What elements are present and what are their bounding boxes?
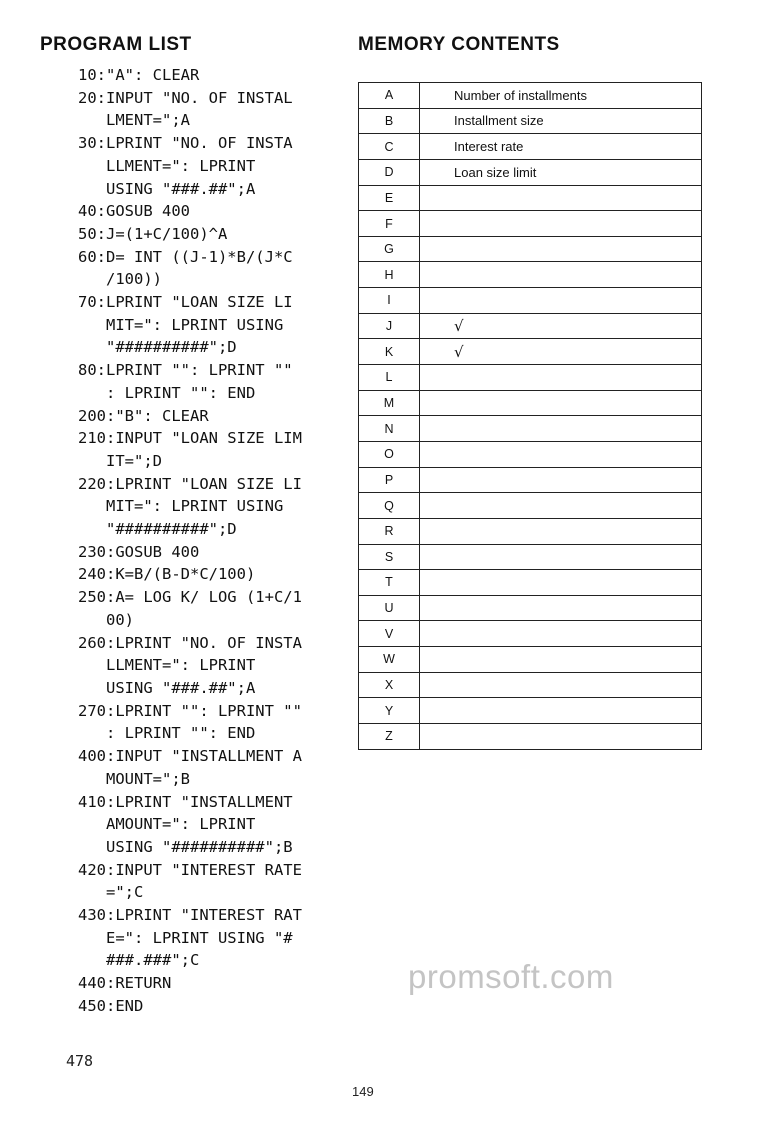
memory-variable-content xyxy=(420,518,702,544)
program-line: 210:INPUT "LOAN SIZE LIM xyxy=(78,429,302,448)
memory-variable-letter: T xyxy=(359,570,420,596)
program-line: 450:END xyxy=(78,996,144,1015)
program-line: 00) xyxy=(78,610,134,629)
program-line: "##########";D xyxy=(78,338,237,357)
memory-variable-letter: J xyxy=(359,313,420,339)
program-line: 440:RETURN xyxy=(78,974,172,993)
memory-variable-content: Interest rate xyxy=(420,134,702,160)
memory-row xyxy=(359,365,702,391)
memory-variable-content xyxy=(420,595,702,621)
memory-variable-content: Loan size limit xyxy=(420,159,702,185)
program-line: 240:K=B/(B-D*C/100) xyxy=(78,565,256,584)
memory-variable-content: Number of installments xyxy=(420,83,702,109)
memory-variable-letter: R xyxy=(359,518,420,544)
memory-variable-content xyxy=(420,236,702,262)
memory-row xyxy=(359,339,702,365)
memory-row xyxy=(359,570,702,596)
program-line: USING "###.##";A xyxy=(78,678,256,697)
program-line: E=": LPRINT USING "# xyxy=(78,928,293,947)
memory-row xyxy=(359,467,702,493)
program-line: 50:J=(1+C/100)^A xyxy=(78,224,228,243)
memory-variable-letter: G xyxy=(359,236,420,262)
memory-variable-content xyxy=(420,647,702,673)
memory-variable-content xyxy=(420,390,702,416)
memory-row xyxy=(359,108,702,134)
program-line: 220:LPRINT "LOAN SIZE LI xyxy=(78,474,302,493)
program-line: "##########";D xyxy=(78,520,237,539)
memory-check-mark: √ xyxy=(420,339,702,365)
program-line: MIT=": LPRINT USING xyxy=(78,315,284,334)
memory-variable-letter: Q xyxy=(359,493,420,519)
memory-row xyxy=(359,493,702,519)
program-line: AMOUNT=": LPRINT xyxy=(78,815,256,834)
memory-row xyxy=(359,159,702,185)
program-listing xyxy=(78,64,348,1018)
program-line: MIT=": LPRINT USING xyxy=(78,497,284,516)
memory-row xyxy=(359,211,702,237)
memory-variable-letter: N xyxy=(359,416,420,442)
memory-variable-letter: P xyxy=(359,467,420,493)
program-line: 200:"B": CLEAR xyxy=(78,406,209,425)
memory-check-mark: √ xyxy=(420,313,702,339)
memory-row xyxy=(359,698,702,724)
memory-variable-content xyxy=(420,467,702,493)
program-line: USING "##########";B xyxy=(78,837,293,856)
memory-variable-content xyxy=(420,544,702,570)
program-line: 60:D= INT ((J-1)*B/(J*C xyxy=(78,247,293,266)
program-list-heading: PROGRAM LIST xyxy=(40,34,192,55)
memory-row xyxy=(359,83,702,109)
memory-variable-letter: W xyxy=(359,647,420,673)
memory-variable-letter: M xyxy=(359,390,420,416)
memory-variable-letter: C xyxy=(359,134,420,160)
program-line: USING "###.##";A xyxy=(78,179,256,198)
memory-variable-letter: H xyxy=(359,262,420,288)
memory-variable-letter: O xyxy=(359,441,420,467)
program-line: 230:GOSUB 400 xyxy=(78,542,200,561)
memory-variable-letter: I xyxy=(359,288,420,314)
program-line: 410:LPRINT "INSTALLMENT xyxy=(78,792,293,811)
program-line: 400:INPUT "INSTALLMENT A xyxy=(78,747,302,766)
program-line: 270:LPRINT "": LPRINT "" xyxy=(78,701,302,720)
program-line: =";C xyxy=(78,883,144,902)
memory-variable-letter: L xyxy=(359,365,420,391)
memory-variable-content xyxy=(420,288,702,314)
memory-variable-letter: D xyxy=(359,159,420,185)
memory-variable-letter: B xyxy=(359,108,420,134)
memory-row xyxy=(359,262,702,288)
memory-variable-content xyxy=(420,211,702,237)
memory-row xyxy=(359,185,702,211)
memory-variable-letter: S xyxy=(359,544,420,570)
memory-variable-content xyxy=(420,441,702,467)
program-line: LLMENT=": LPRINT xyxy=(78,656,256,675)
memory-variable-letter: K xyxy=(359,339,420,365)
memory-variable-content xyxy=(420,621,702,647)
memory-variable-content xyxy=(420,262,702,288)
page-number: 149 xyxy=(352,1084,374,1099)
program-line: : LPRINT "": END xyxy=(78,383,256,402)
original-page-number: 478 xyxy=(66,1052,94,1070)
memory-row xyxy=(359,518,702,544)
program-line: MOUNT=";B xyxy=(78,769,190,788)
program-line: 20:INPUT "NO. OF INSTAL xyxy=(78,88,293,107)
memory-variable-letter: X xyxy=(359,672,420,698)
memory-row xyxy=(359,288,702,314)
memory-row xyxy=(359,672,702,698)
memory-row xyxy=(359,595,702,621)
program-line: 420:INPUT "INTEREST RATE xyxy=(78,860,302,879)
program-line: IT=";D xyxy=(78,451,162,470)
memory-row xyxy=(359,313,702,339)
program-line: 10:"A": CLEAR xyxy=(78,66,200,84)
memory-variable-content: Installment size xyxy=(420,108,702,134)
memory-variable-letter: U xyxy=(359,595,420,621)
memory-variable-content xyxy=(420,570,702,596)
memory-variable-content xyxy=(420,672,702,698)
memory-row xyxy=(359,134,702,160)
memory-contents-table xyxy=(358,82,702,750)
memory-row xyxy=(359,724,702,750)
memory-row xyxy=(359,441,702,467)
memory-variable-content xyxy=(420,416,702,442)
program-line: 40:GOSUB 400 xyxy=(78,202,190,221)
memory-row xyxy=(359,416,702,442)
program-line: 30:LPRINT "NO. OF INSTA xyxy=(78,134,293,153)
program-line: /100)) xyxy=(78,270,162,289)
memory-variable-content xyxy=(420,493,702,519)
program-line: LLMENT=": LPRINT xyxy=(78,156,256,175)
memory-row xyxy=(359,647,702,673)
memory-variable-letter: Z xyxy=(359,724,420,750)
memory-variable-letter: E xyxy=(359,185,420,211)
program-line: 250:A= LOG K/ LOG (1+C/1 xyxy=(78,588,302,607)
memory-variable-letter: A xyxy=(359,83,420,109)
memory-variable-content xyxy=(420,724,702,750)
memory-row xyxy=(359,390,702,416)
memory-variable-letter: Y xyxy=(359,698,420,724)
memory-contents-heading: MEMORY CONTENTS xyxy=(358,34,560,55)
memory-variable-content xyxy=(420,365,702,391)
program-line: LMENT=";A xyxy=(78,111,190,130)
program-line: 70:LPRINT "LOAN SIZE LI xyxy=(78,293,293,312)
memory-variable-content xyxy=(420,185,702,211)
program-line: : LPRINT "": END xyxy=(78,724,256,743)
watermark: promsoft.com xyxy=(408,958,614,995)
memory-variable-content xyxy=(420,698,702,724)
program-line: 80:LPRINT "": LPRINT "" xyxy=(78,361,293,380)
memory-row xyxy=(359,544,702,570)
memory-row xyxy=(359,621,702,647)
memory-row xyxy=(359,236,702,262)
program-line: 260:LPRINT "NO. OF INSTA xyxy=(78,633,302,652)
memory-variable-letter: V xyxy=(359,621,420,647)
memory-variable-letter: F xyxy=(359,211,420,237)
program-line: 430:LPRINT "INTEREST RAT xyxy=(78,906,302,925)
program-line: ###.###";C xyxy=(78,951,200,970)
